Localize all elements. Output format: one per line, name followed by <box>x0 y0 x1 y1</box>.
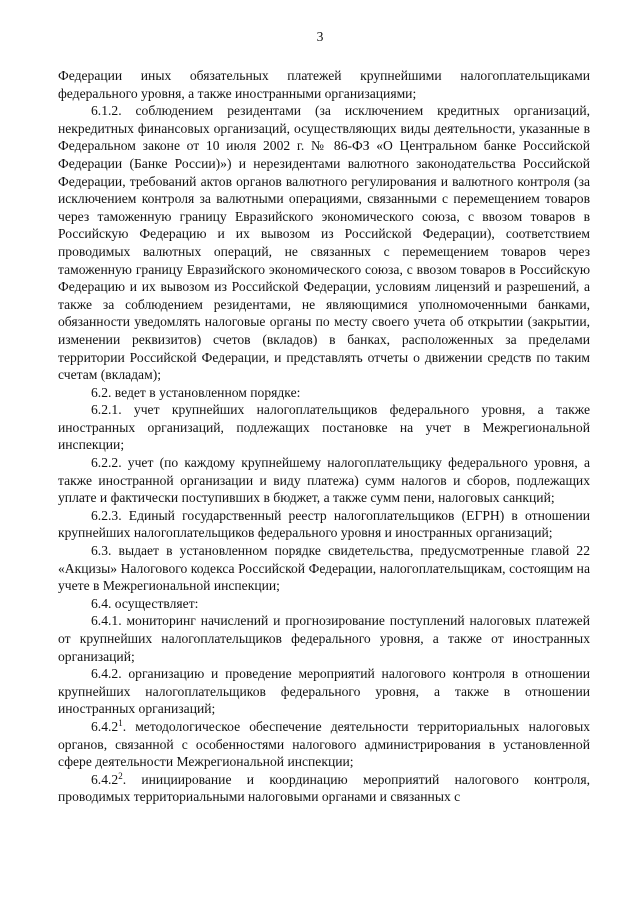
paragraph-6-4-2-1 <box>58 718 590 771</box>
paragraph-6-2: 6.2. ведет в установленном порядке: <box>91 384 301 400</box>
paragraph-6-4-1: 6.4.1. мониторинг начислений и прогнозирование поступлений налоговых платежей от крупнейших налогоплательщиков федерального уровня, а также от иностранных организаций; <box>58 613 590 664</box>
paragraph-6-2-1: 6.2.1. учет крупнейших налогоплательщиков федерального уровня, а также иностранных организаций, подлежащих постановке на учет в Межрегиональной инспекции; <box>58 402 590 453</box>
paragraph-6-4-2-2 <box>58 771 590 806</box>
superscript-index: 1 <box>118 717 123 728</box>
page-number: 3 <box>316 29 324 44</box>
paragraph-text: . методологическое обеспечение деятельности территориальных налоговых органов, связанной с особенностями налогового администрирования в установленной сфере деятельности Межрегиональной инспекции; <box>58 718 590 770</box>
paragraph-number: 6.4.2 <box>91 718 119 734</box>
paragraph-6-2-3: 6.2.3. Единый государственный реестр налогоплательщиков (ЕГРН) в отношении крупнейших налогоплательщиков федерального уровня и иностранных организаций; <box>58 507 590 541</box>
paragraph-6-2-2: 6.2.2. учет (по каждому крупнейшему налогоплательщику федерального уровня, а также иностранной организации и виду платежа) сумм налогов и сборов, подлежащих уплате и фактически поступивших в бюджет, а также сумм пени, налоговых санкций; <box>58 455 590 506</box>
superscript-index: 2 <box>118 770 123 781</box>
paragraph-text: . инициирование и координацию мероприятий налогового контроля, проводимых территориальными налоговыми органами и связанных с <box>58 771 590 805</box>
document-body <box>58 67 590 806</box>
paragraph-6-1-2: 6.1.2. соблюдением резидентами (за исключением кредитных организаций, некредитных финансовых организаций, осуществляющих виды деятельности, указанные в Федеральном законе от 10 июля 2002 г. № 86-ФЗ «О Центральном банке Российской Федерации (Банке России)») и нерезидентами валютного законодательства Российской Федерации, требований актов органов валютного регулирования и валютного контроля (за исключением контроля за валютными операциями, связанными с перемещением товаров через таможенную границу Евразийского экономического союза, с ввозом товаров в Российскую Федерацию и их вывозом из Российской Федерации), соответствием проводимых валютных операций, не связанных с перемещением товаров через таможенную границу Евразийского экономического союза, с ввозом товаров в Российскую Федерацию и их вывозом из Российской Федерации, условиям лицензий и разрешений, а также за соблюдением резидентами, не являющимися уполномоченными банками, обязанности уведомлять налоговые органы по месту своего учета об открытии (закрытии, изменении реквизитов) счетов (вкладов) в банках, расположенных за пределами территории Российской Федерации, и представлять отчеты о движении средств по таким счетам (вкладам); <box>58 103 590 383</box>
paragraph-6-4-2: 6.4.2. организацию и проведение мероприятий налогового контроля в отношении крупнейших налогоплательщиков федерального уровня, а также в отношении иностранных организаций; <box>58 666 590 717</box>
paragraph-number: 6.4.2 <box>91 771 119 787</box>
paragraph-6-3: 6.3. выдает в установленном порядке свидетельства, предусмотренные главой 22 «Акцизы» Налогового кодекса Российской Федерации, налогоплательщикам, состоящим на учете в Межрегиональной инспекции; <box>58 543 590 594</box>
paragraph-6-4: 6.4. осуществляет: <box>91 595 199 611</box>
paragraph-continuation: Федерации иных обязательных платежей крупнейшими налогоплательщиками федерального уровня, а также иностранными организациями; <box>58 68 590 101</box>
